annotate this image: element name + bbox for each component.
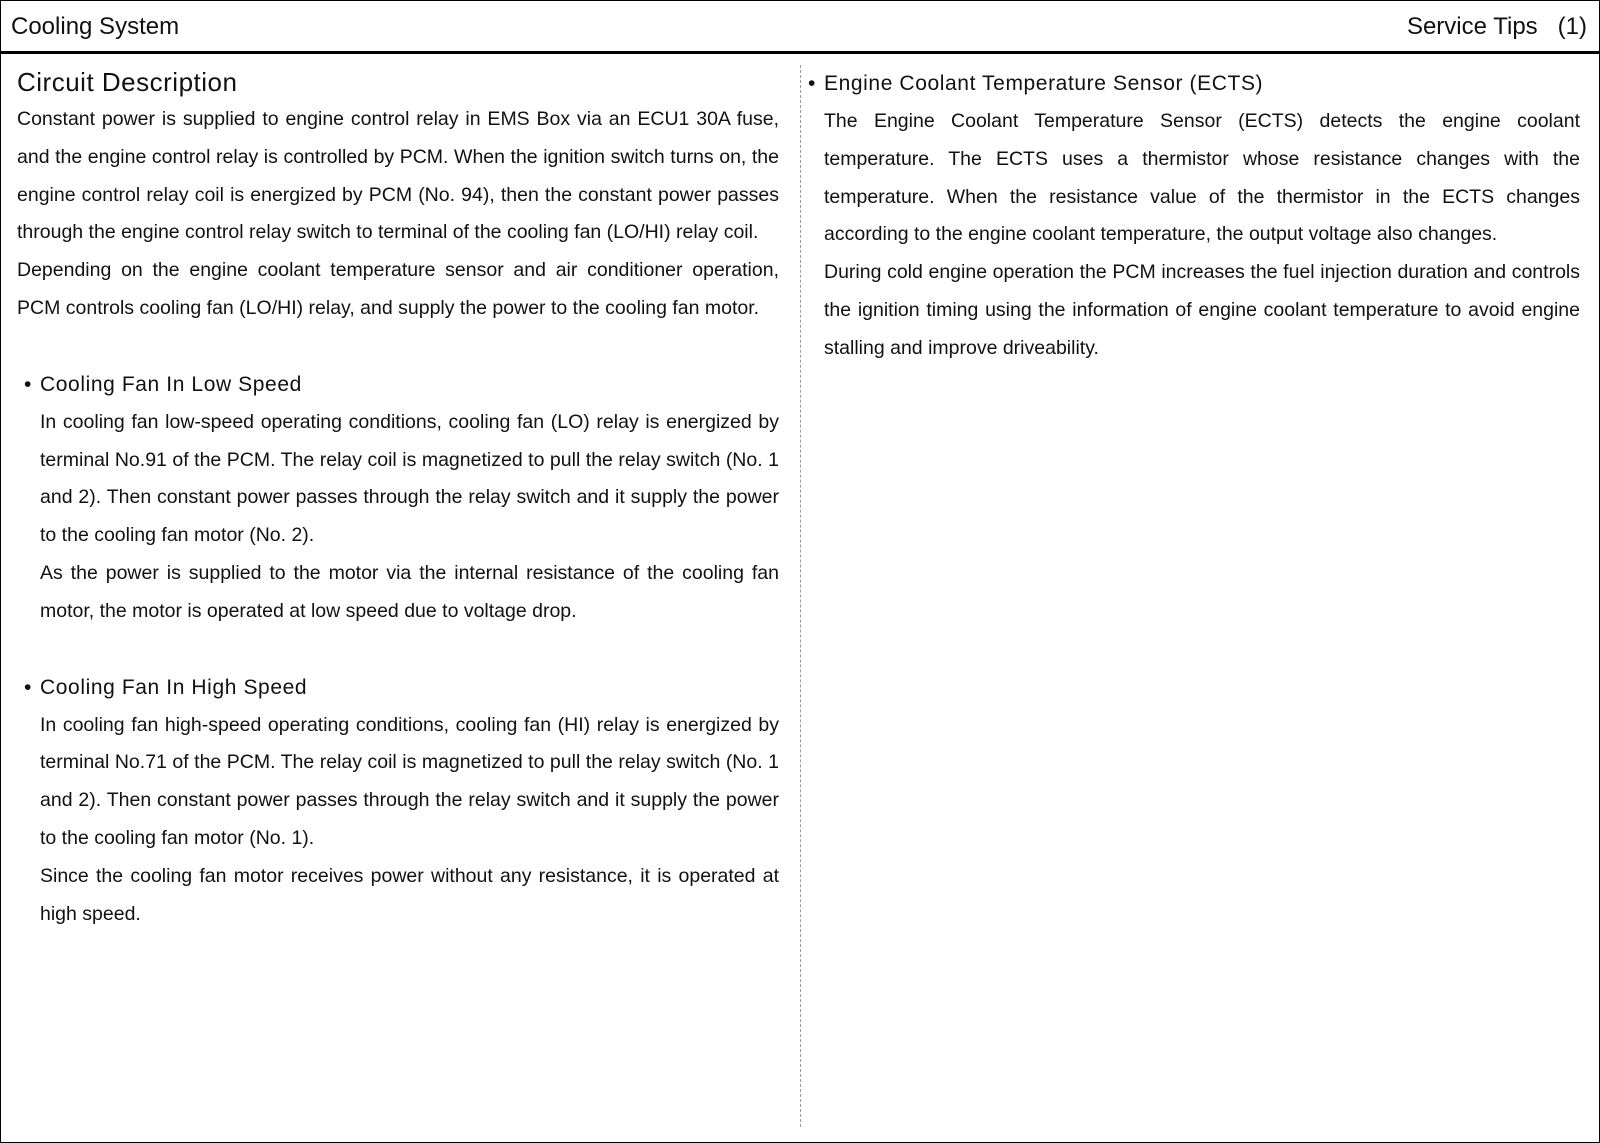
column-divider (800, 65, 801, 1127)
high-speed-paragraph-1: In cooling fan high-speed operating conditions, cooling fan (HI) relay is energized by terminal No.71 of the PCM. The relay coil is magnetized to pull the relay switch (No. 1 and 2). Then constant power passes through the relay switch and it supply the power to the cooling fan motor (No. 1). (40, 713, 779, 849)
ects-paragraph-2: During cold engine operation the PCM increases the fuel injection duration and controls the ignition timing using the information of engine coolant temperature to avoid engine stalling and improve driveability. (824, 261, 1580, 359)
low-speed-paragraph-1: In cooling fan low-speed operating conditions, cooling fan (LO) relay is energized by terminal No.91 of the PCM. The relay coil is magnetized to pull the relay switch (No. 1 and 2). Then constant power passes through the relay switch and it supply the power to the cooling fan motor (No. 2). (40, 410, 779, 547)
right-column (808, 65, 1580, 368)
page-header (1, 1, 1599, 54)
ects-heading (808, 65, 1580, 103)
intro-paragraph-2: Depending on the engine coolant temperature sensor and air conditioner operation, PCM controls cooling fan (LO/HI) relay, and supply the power to the cooling fan motor. (17, 259, 779, 319)
spacer (17, 328, 779, 366)
bullet-icon: • (24, 675, 32, 699)
intro-paragraph-1: Constant power is supplied to engine control relay in EMS Box via an ECU1 30A fuse, and the engine control relay is controlled by PCM. When the ignition switch turns on, the engine control relay coil is energized by PCM (No. 94), then the constant power passes through the engine control relay switch to terminal of the cooling fan (LO/HI) relay coil. (17, 108, 779, 244)
high-speed-paragraph-2: Since the cooling fan motor receives power without any resistance, it is operated at high speed. (40, 864, 779, 925)
bullet-icon: • (808, 72, 816, 95)
low-speed-heading (24, 366, 779, 404)
high-speed-section (24, 669, 779, 934)
low-speed-title: Cooling Fan In Low Speed (40, 372, 302, 396)
header-section-label: Service Tips (1) (1406, 13, 1587, 40)
low-speed-paragraph-2: As the power is supplied to the motor via the internal resistance of the cooling fan motor, the motor is operated at low speed due to voltage drop. (40, 561, 779, 622)
left-column (17, 65, 779, 933)
circuit-description-heading: Circuit Description (17, 67, 238, 97)
high-speed-heading (24, 669, 779, 707)
spacer (17, 631, 779, 669)
bullet-icon: • (24, 372, 32, 396)
ects-title: Engine Coolant Temperature Sensor (ECTS) (824, 72, 1264, 95)
low-speed-section (24, 366, 779, 631)
header-title: Cooling System (11, 13, 180, 40)
ects-paragraph-1: The Engine Coolant Temperature Sensor (ECTS) detects the engine coolant temperature. The ECTS uses a thermistor whose resistance changes with the temperature. When the resistance value of the thermistor in the ECTS changes according to the engine coolant temperature, the output voltage also changes. (824, 110, 1580, 246)
high-speed-title: Cooling Fan In High Speed (40, 675, 308, 699)
